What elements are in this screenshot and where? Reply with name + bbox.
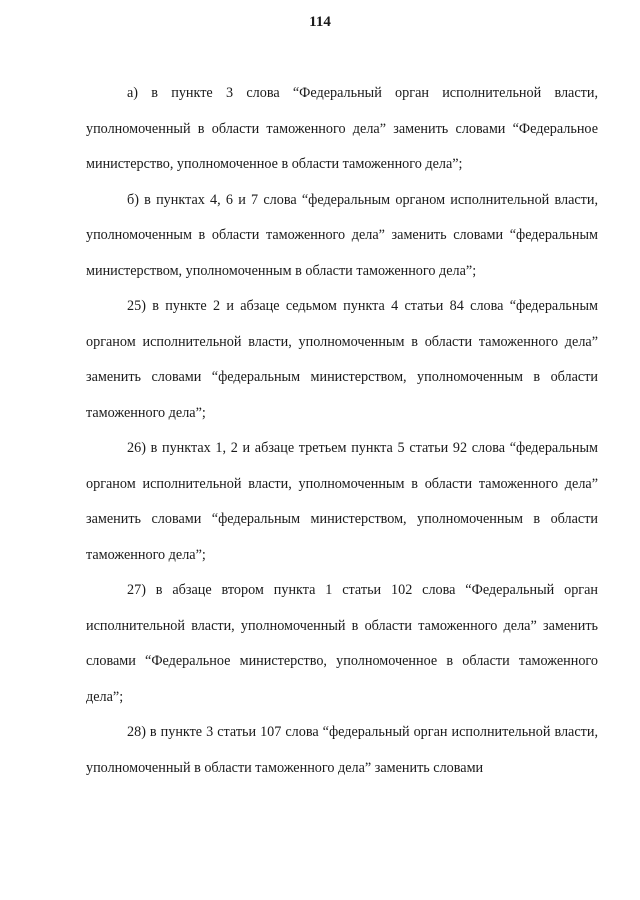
document-body: [86, 76, 598, 786]
paragraph-26: 26) в пунктах 1, 2 и абзаце третьем пункта 5 статьи 92 слова “федеральным органом исполнительной власти, уполномоченным в области таможенного дела” заменить словами “федеральным министерством, уполномоченным в области таможенного дела”;: [86, 440, 598, 563]
paragraph-a: а) в пункте 3 слова “Федеральный орган исполнительной власти, уполномоченный в области таможенного дела” заменить словами “Федеральное министерство, уполномоченное в области таможенного дела”;: [86, 85, 598, 172]
paragraph-28: 28) в пункте 3 статьи 107 слова “федеральный орган исполнительной власти, уполномоченный в области таможенного дела” заменить словами: [86, 724, 598, 776]
paragraph-27: 27) в абзаце втором пункта 1 статьи 102 слова “Федеральный орган исполнительной власти, уполномоченный в области таможенного дела” заменить словами “Федеральное министерство, уполномоченное в области таможенного дела”;: [86, 582, 598, 705]
paragraph-b: б) в пунктах 4, 6 и 7 слова “федеральным органом исполнительной власти, уполномоченным в области таможенного дела” заменить словами “федеральным министерством, уполномоченным в области таможенного дела”;: [86, 191, 598, 279]
paragraph-25: 25) в пункте 2 и абзаце седьмом пункта 4 статьи 84 слова “федеральным органом исполнительной власти, уполномоченным в области таможенного дела” заменить словами “федеральным министерством, уполномоченным в области таможенного дела”;: [86, 298, 598, 421]
page-number: 114: [309, 14, 331, 30]
